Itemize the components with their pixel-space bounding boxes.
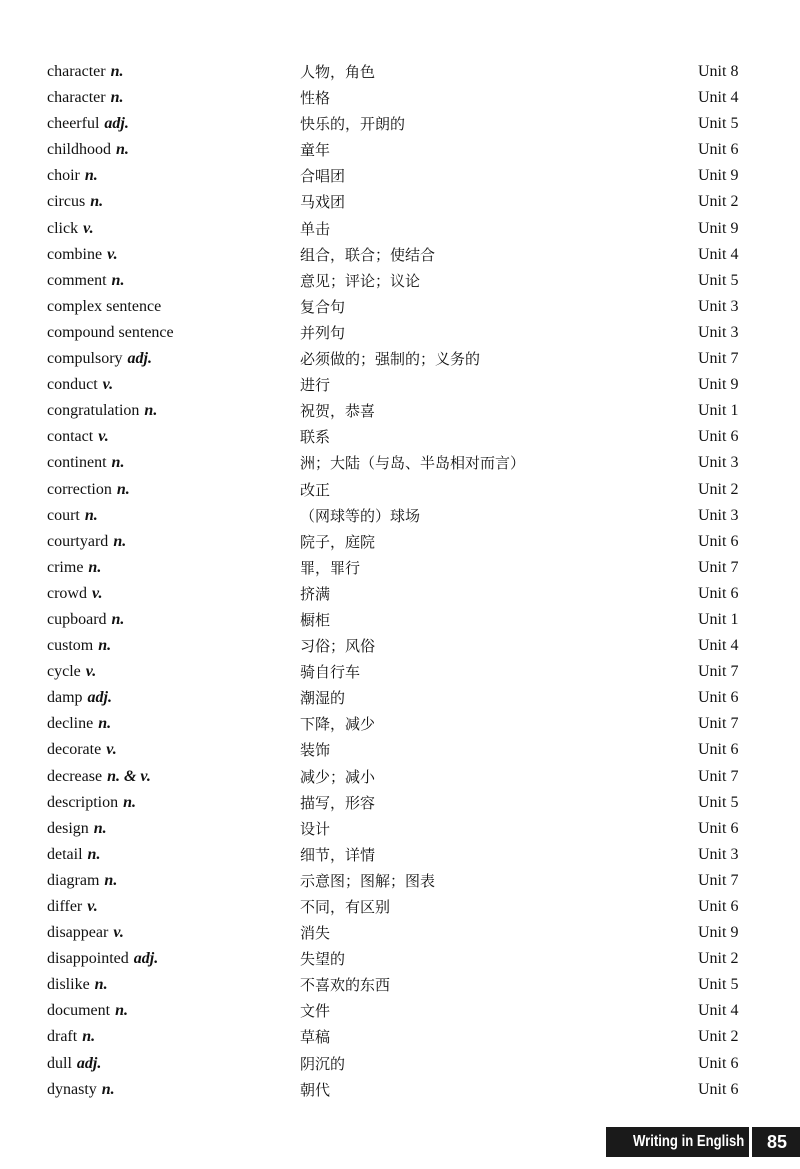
glossary-row	[0, 398, 800, 424]
entry-meaning: 示意图；图解；图表	[300, 871, 436, 890]
glossary-row	[0, 85, 800, 111]
entry-unit: Unit 6	[698, 819, 739, 837]
entry-meaning: 朝代	[300, 1080, 331, 1099]
entry-part-of-speech: n.	[116, 141, 129, 159]
entry-unit: Unit 6	[698, 1080, 739, 1098]
entry-headword: draft	[47, 1028, 78, 1046]
entry-word	[47, 320, 179, 346]
entry-word	[47, 920, 124, 946]
entry-headword: crime	[47, 558, 84, 576]
entry-unit: Unit 6	[698, 689, 739, 707]
entry-unit: Unit 9	[698, 376, 739, 394]
entry-part-of-speech: v.	[87, 898, 98, 915]
entry-headword: contact	[47, 428, 94, 446]
entry-word	[47, 711, 111, 737]
entry-word	[47, 607, 124, 633]
entry-meaning: 挤满	[300, 584, 331, 603]
entry-unit: Unit 3	[698, 297, 739, 315]
entry-headword: choir	[47, 167, 80, 185]
glossary-row	[0, 920, 800, 946]
entry-unit: Unit 2	[698, 1028, 739, 1046]
entry-headword: correction	[47, 480, 112, 498]
entry-headword: cycle	[47, 663, 81, 681]
entry-meaning: 不同，有区别	[300, 898, 391, 916]
entry-headword: compound sentence	[47, 323, 174, 341]
entry-meaning: 罪，罪行	[300, 558, 361, 577]
entry-headword: damp	[47, 689, 83, 707]
entry-meaning: 潮湿的	[300, 689, 346, 708]
entry-headword: disappointed	[47, 950, 129, 968]
entry-headword: childhood	[47, 141, 111, 159]
glossary-row	[0, 111, 800, 137]
entry-unit: Unit 4	[698, 637, 739, 655]
entry-word	[47, 163, 98, 189]
footer-book-title: Writing in English	[633, 1133, 745, 1150]
entry-word	[47, 1077, 115, 1103]
glossary-row	[0, 1024, 800, 1050]
entry-unit: Unit 7	[698, 767, 739, 785]
entry-headword: document	[47, 1002, 111, 1020]
entry-part-of-speech: v.	[98, 428, 109, 446]
entry-meaning: 人物，角色	[300, 63, 376, 81]
entry-meaning: 合唱团	[300, 167, 346, 186]
entry-word	[47, 450, 124, 476]
entry-unit: Unit 5	[698, 115, 739, 133]
entry-headword: comment	[47, 271, 107, 289]
entry-headword: courtyard	[47, 532, 109, 550]
entry-unit: Unit 4	[698, 89, 739, 107]
entry-meaning: 描写，形容	[300, 793, 376, 812]
entry-part-of-speech: n.	[123, 793, 136, 811]
entry-meaning: 阴沉的	[300, 1054, 346, 1073]
entry-part-of-speech: v.	[106, 741, 117, 759]
entry-unit: Unit 7	[698, 558, 739, 576]
entry-part-of-speech: v.	[113, 924, 124, 942]
entry-headword: differ	[47, 898, 83, 915]
glossary-row	[0, 894, 800, 920]
glossary-row	[0, 737, 800, 763]
glossary-row	[0, 320, 800, 346]
entry-meaning: 联系	[300, 428, 331, 447]
entry-meaning: 洲；大陆（与岛、半岛相对而言）	[300, 454, 526, 473]
entry-unit: Unit 9	[698, 167, 739, 185]
entry-part-of-speech: adj.	[127, 350, 152, 368]
entry-meaning: 院子，庭院	[300, 532, 376, 551]
entry-word	[47, 59, 124, 85]
entry-part-of-speech: n.	[98, 637, 112, 655]
entry-meaning: 不喜欢的东西	[300, 976, 391, 995]
entry-word	[47, 868, 117, 894]
entry-unit: Unit 9	[698, 219, 739, 237]
entry-word	[47, 477, 130, 503]
entry-meaning: 习俗；风俗	[300, 637, 376, 656]
entry-part-of-speech: n.	[84, 167, 98, 185]
glossary-list	[0, 59, 800, 1103]
glossary-row	[0, 424, 800, 450]
entry-meaning: 童年	[300, 141, 331, 160]
entry-part-of-speech: n.	[111, 610, 125, 628]
glossary-row	[0, 503, 800, 529]
entry-headword: detail	[47, 845, 83, 863]
entry-headword: circus	[47, 193, 86, 211]
footer-separator	[749, 1127, 752, 1157]
entry-word	[47, 581, 103, 607]
entry-meaning: 失望的	[300, 950, 346, 969]
entry-word	[47, 398, 157, 424]
entry-word	[47, 816, 107, 842]
entry-part-of-speech: n.	[93, 819, 107, 837]
glossary-row	[0, 346, 800, 372]
entry-meaning: 改正	[300, 480, 331, 499]
entry-part-of-speech: n.	[111, 271, 125, 289]
entry-meaning: 文件	[300, 1002, 331, 1021]
entry-unit: Unit 3	[698, 845, 739, 863]
glossary-row	[0, 1051, 800, 1077]
glossary-row	[0, 685, 800, 711]
entry-unit: Unit 7	[698, 350, 739, 368]
entry-meaning: 快乐的，开朗的	[300, 115, 406, 134]
entry-part-of-speech: n.	[113, 532, 127, 550]
entry-word	[47, 424, 109, 450]
entry-part-of-speech: adj.	[133, 950, 159, 968]
entry-part-of-speech: adj.	[76, 1054, 102, 1072]
entry-meaning: 消失	[300, 924, 331, 943]
entry-unit: Unit 6	[698, 741, 739, 759]
entry-headword: design	[47, 819, 89, 837]
entry-headword: dynasty	[47, 1080, 97, 1098]
entry-headword: dull	[47, 1054, 72, 1072]
entry-part-of-speech: n.	[116, 480, 130, 498]
entry-unit: Unit 3	[698, 323, 739, 341]
entry-word	[47, 137, 129, 163]
glossary-row	[0, 764, 800, 790]
entry-unit: Unit 4	[698, 245, 739, 263]
entry-meaning: 减少；减小	[300, 767, 376, 786]
page-number: 85	[766, 1132, 788, 1152]
entry-unit: Unit 9	[698, 924, 739, 942]
entry-headword: congratulation	[47, 402, 140, 420]
glossary-row	[0, 581, 800, 607]
entry-word	[47, 633, 111, 659]
entry-part-of-speech: n.	[110, 89, 124, 107]
entry-unit: Unit 6	[698, 532, 739, 550]
entry-headword: crowd	[47, 584, 87, 602]
entry-word	[47, 1051, 101, 1077]
glossary-row	[0, 946, 800, 972]
entry-headword: decrease	[47, 767, 103, 785]
entry-headword: continent	[47, 454, 107, 472]
entry-part-of-speech: adj.	[104, 115, 129, 133]
entry-part-of-speech: n.	[104, 871, 118, 889]
entry-unit: Unit 2	[698, 193, 739, 211]
entry-meaning: 骑自行车	[300, 663, 361, 682]
glossary-row	[0, 659, 800, 685]
entry-word	[47, 998, 128, 1024]
entry-headword: click	[47, 219, 79, 237]
entry-word	[47, 268, 124, 294]
glossary-row	[0, 372, 800, 398]
entry-meaning: 意见；评论；议论	[300, 271, 421, 290]
entry-meaning: 设计	[300, 819, 331, 838]
entry-unit: Unit 7	[698, 871, 739, 889]
entry-part-of-speech: n.	[144, 402, 158, 420]
entry-unit: Unit 5	[698, 793, 739, 811]
entry-meaning: 进行	[300, 376, 331, 395]
entry-word	[47, 842, 100, 868]
entry-meaning: 性格	[300, 89, 331, 108]
entry-word	[47, 659, 96, 685]
entry-headword: compulsory	[47, 350, 123, 368]
entry-unit: Unit 6	[698, 428, 739, 446]
entry-part-of-speech: n.	[94, 976, 108, 994]
entry-meaning: 并列句	[300, 323, 346, 342]
entry-word	[47, 685, 112, 711]
entry-word	[47, 790, 136, 816]
entry-headword: diagram	[47, 871, 100, 889]
entry-headword: court	[47, 506, 80, 524]
entry-part-of-speech: v.	[83, 219, 94, 237]
glossary-row	[0, 972, 800, 998]
entry-headword: combine	[47, 245, 103, 263]
glossary-row	[0, 555, 800, 581]
entry-word	[47, 216, 94, 242]
entry-meaning: 下降，减少	[300, 715, 376, 734]
entry-part-of-speech: n.	[111, 454, 125, 472]
glossary-row	[0, 59, 800, 85]
entry-headword: cupboard	[47, 610, 107, 628]
glossary-row	[0, 477, 800, 503]
entry-headword: dislike	[47, 976, 90, 994]
entry-headword: cheerful	[47, 115, 100, 133]
entry-word	[47, 242, 118, 268]
entry-unit: Unit 4	[698, 1002, 739, 1020]
entry-meaning: 橱柜	[300, 610, 331, 629]
glossary-row	[0, 790, 800, 816]
entry-unit: Unit 3	[698, 506, 739, 524]
entry-unit: Unit 6	[698, 898, 739, 915]
glossary-row	[0, 268, 800, 294]
glossary-row	[0, 633, 800, 659]
entry-unit: Unit 8	[698, 63, 739, 80]
entry-word	[47, 346, 152, 372]
entry-word	[47, 737, 117, 763]
entry-unit: Unit 1	[698, 610, 739, 628]
entry-meaning: 细节，详情	[300, 845, 376, 864]
entry-part-of-speech: v.	[91, 584, 103, 602]
entry-meaning: 必须做的；强制的；义务的	[300, 350, 481, 369]
entry-unit: Unit 7	[698, 663, 739, 681]
entry-word	[47, 1024, 95, 1050]
entry-part-of-speech: n.	[84, 506, 98, 524]
entry-part-of-speech: n.	[87, 845, 101, 863]
entry-meaning: 草稿	[300, 1028, 331, 1047]
glossary-row	[0, 868, 800, 894]
entry-part-of-speech: n.	[82, 1028, 96, 1046]
glossary-row	[0, 816, 800, 842]
entry-unit: Unit 2	[698, 480, 739, 498]
entry-part-of-speech: n.	[88, 558, 102, 576]
entry-word	[47, 972, 108, 998]
entry-word	[47, 894, 98, 920]
entry-headword: disappear	[47, 924, 109, 942]
entry-part-of-speech: n. & v.	[107, 767, 151, 785]
glossary-row	[0, 711, 800, 737]
entry-part-of-speech: v.	[107, 245, 118, 263]
entry-part-of-speech: n.	[115, 1002, 128, 1020]
entry-word	[47, 294, 166, 320]
entry-meaning: （网球等的）球场	[300, 506, 421, 525]
entry-unit: Unit 2	[698, 950, 739, 968]
entry-part-of-speech: n.	[110, 63, 124, 80]
entry-unit: Unit 6	[698, 584, 739, 602]
entry-headword: description	[47, 793, 119, 811]
glossary-row	[0, 137, 800, 163]
entry-headword: decorate	[47, 741, 102, 759]
entry-word	[47, 555, 101, 581]
glossary-row	[0, 216, 800, 242]
entry-meaning: 单击	[300, 219, 331, 238]
entry-part-of-speech: n.	[98, 715, 112, 733]
entry-word	[47, 372, 113, 398]
entry-headword: conduct	[47, 376, 98, 394]
glossary-row	[0, 998, 800, 1024]
entry-meaning: 装饰	[300, 741, 331, 760]
entry-part-of-speech: n.	[90, 193, 104, 211]
entry-part-of-speech: n.	[101, 1080, 115, 1098]
glossary-row	[0, 1077, 800, 1103]
glossary-row	[0, 450, 800, 476]
entry-word	[47, 85, 124, 111]
glossary-row	[0, 242, 800, 268]
entry-meaning: 组合，联合；使结合	[300, 245, 436, 264]
entry-meaning: 马戏团	[300, 193, 346, 212]
entry-headword: decline	[47, 715, 94, 733]
glossary-row	[0, 189, 800, 215]
entry-word	[47, 764, 151, 790]
entry-unit: Unit 1	[698, 402, 739, 420]
entry-unit: Unit 5	[698, 976, 739, 994]
entry-headword: character	[47, 89, 106, 107]
entry-word	[47, 946, 158, 972]
glossary-row	[0, 163, 800, 189]
glossary-row	[0, 294, 800, 320]
entry-unit: Unit 5	[698, 271, 739, 289]
entry-headword: custom	[47, 637, 94, 655]
entry-word	[47, 111, 129, 137]
entry-unit: Unit 3	[698, 454, 739, 472]
glossary-row	[0, 529, 800, 555]
entry-headword: complex sentence	[47, 297, 162, 315]
entry-headword: character	[47, 63, 106, 80]
entry-unit: Unit 7	[698, 715, 739, 733]
entry-word	[47, 529, 126, 555]
entry-word	[47, 503, 98, 529]
entry-word	[47, 189, 103, 215]
entry-meaning: 祝贺，恭喜	[300, 402, 376, 421]
glossary-row	[0, 842, 800, 868]
entry-part-of-speech: v.	[102, 376, 114, 394]
entry-unit: Unit 6	[698, 1054, 739, 1072]
entry-meaning: 复合句	[300, 297, 346, 316]
entry-unit: Unit 6	[698, 141, 739, 159]
entry-part-of-speech: v.	[85, 663, 97, 681]
entry-part-of-speech: adj.	[87, 689, 112, 707]
glossary-row	[0, 607, 800, 633]
